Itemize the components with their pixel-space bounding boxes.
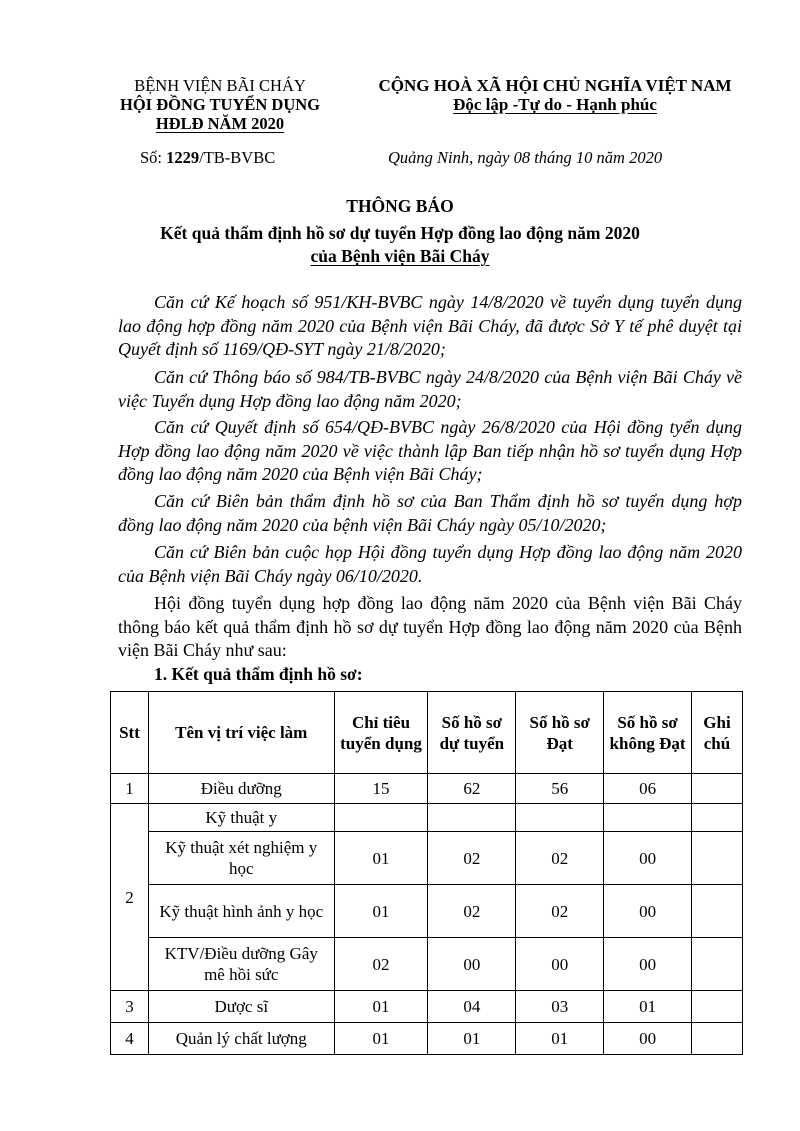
header-failed: Số hồ sơ không Đạt [604,692,692,774]
paragraph-4: Căn cứ Biên bản thẩm định hồ sơ của Ban Thẩm định hồ sơ tuyển dụng hợp đồng lao động năm 2020 của bệnh viện Bãi Cháy ngày 05/10/2020; [118,491,742,535]
table-row: KTV/Điều dưỡng Gây mê hồi sức 02 00 00 00 [111,938,743,991]
place-date: Quảng Ninh, ngày 08 tháng 10 năm 2020 [388,148,663,167]
council-year: HĐLĐ NĂM 2020 [155,114,285,133]
document-subtitle-line2: của Bệnh viện Bãi Cháy [310,246,490,266]
section-heading: 1. Kết quả thẩm định hồ sơ: [154,664,363,684]
header-position: Tên vị trí việc làm [148,692,334,774]
council-name: HỘI ĐỒNG TUYỂN DỤNG [119,95,320,114]
header-passed: Số hồ sơ Đạt [516,692,604,774]
nation-name: CỘNG HOÀ XÃ HỘI CHỦ NGHĨA VIỆT NAM [378,76,732,95]
org-name: BỆNH VIỆN BÃI CHÁY [134,76,306,95]
paragraph-6: Hội đồng tuyển dụng hợp đồng lao động năm 2020 của Bệnh viện Bãi Cháy thông báo kết quả thẩm định hồ sơ dự tuyển Hợp đồng lao động năm 2020 của Bệnh viện Bãi Cháy như sau: [118,593,742,660]
table-row: Kỹ thuật hình ảnh y học 01 02 02 00 [111,885,743,938]
paragraph-5: Căn cứ Biên bản cuộc họp Hội đồng tuyển dụng Hợp đồng lao động năm 2020 của Bệnh viện Bãi Cháy ngày 06/10/2020. [118,542,742,586]
document-subtitle: Kết quả thẩm định hồ sơ dự tuyển Hợp đồng lao động năm 2020 [160,223,640,243]
results-table [110,691,743,1055]
paragraph-1: Căn cứ Kế hoạch số 951/KH-BVBC ngày 14/8/2020 về tuyển dụng tuyển dụng lao động hợp đồng năm 2020 của Bệnh viện Bãi Cháy, đã được Sở Y tế phê duyệt tại Quyết định số 1169/QĐ-SYT ngày 21/8/2020; [118,292,742,359]
issuing-organization [90,76,350,133]
paragraph-2: Căn cứ Thông báo số 984/TB-BVBC ngày 24/8/2020 của Bệnh viện Bãi Cháy về việc Tuyển dụng Hợp đồng lao động năm 2020; [118,367,742,411]
header-stt: Stt [111,692,149,774]
national-motto [355,76,755,114]
table-row: 2 Kỹ thuật y [111,804,743,832]
header-note: Ghi chú [692,692,743,774]
table-row: 1 Điều dưỡng 15 62 56 06 [111,774,743,804]
document-number: Số: 1229/TB-BVBC [140,148,276,167]
motto: Độc lập -Tự do - Hạnh phúc [453,95,657,114]
table-header-row [111,692,743,774]
header-quota: Chỉ tiêu tuyển dụng [334,692,428,774]
paragraph-3: Căn cứ Quyết định số 654/QĐ-BVBC ngày 26/8/2020 của Hội đồng tyển dụng Hợp đồng lao động năm 2020 về việc thành lập Ban tiếp nhận hồ sơ tuyển dụng Hợp đồng lao động năm 2020 của Bệnh viện Bãi Cháy; [118,417,742,484]
header-applied: Số hồ sơ dự tuyển [428,692,516,774]
table-row: 3 Dược sĩ 01 04 03 01 [111,991,743,1023]
table-row: 4 Quản lý chất lượng 01 01 01 00 [111,1023,743,1055]
document-title: THÔNG BÁO [346,196,454,216]
table-row: Kỹ thuật xét nghiệm y học 01 02 02 00 [111,832,743,885]
